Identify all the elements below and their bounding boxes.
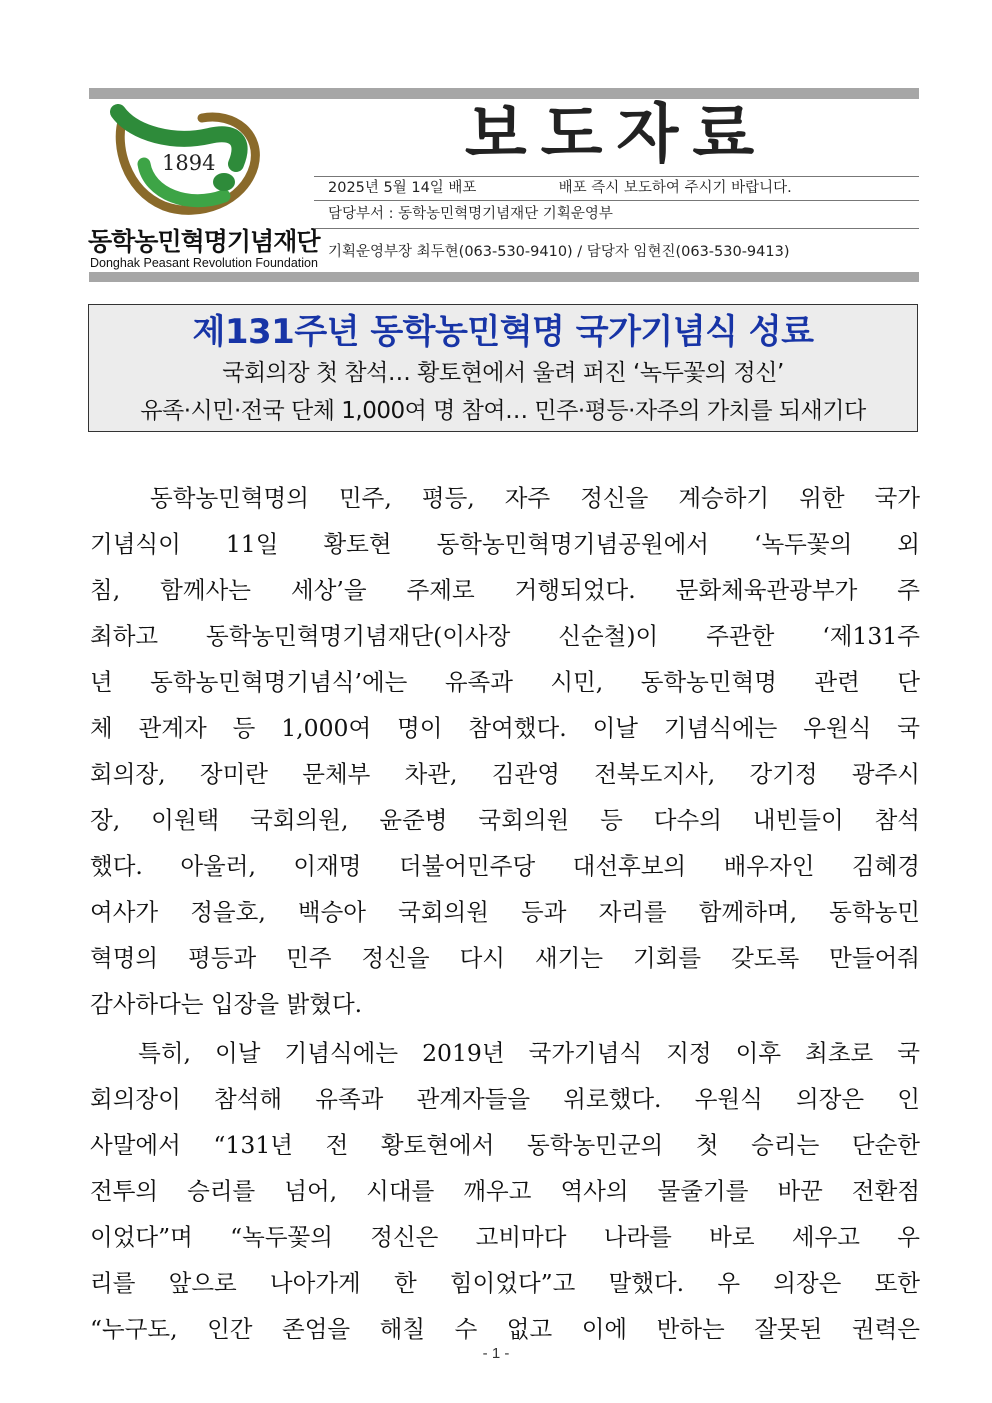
press-release-title: 보도자료 (464, 98, 769, 172)
headline-sub-2: 유족·시민·전국 단체 1,000여 명 참여… 민주·평등·자주의 가치를 되새기다 (140, 398, 866, 424)
body-line: 회의장, 장미란 문체부 차관, 김관영 전북도지사, 강기정 광주시 (90, 760, 920, 788)
body-line: 회의장이 참석해 유족과 관계자들을 위로했다. 우원식 의장은 인 (90, 1085, 920, 1113)
department: 담당부서 : 동학농민혁명기념재단 기획운영부 (328, 206, 613, 222)
org-name-english: Donghak Peasant Revolution Foundation (90, 256, 318, 270)
body-line: “누구도, 인간 존엄을 해칠 수 없고 이에 반하는 잘못된 권력은 (90, 1315, 920, 1343)
release-date: 2025년 5월 14일 배포 (328, 180, 477, 196)
body-line: 기념식이 11일 황토현 동학농민혁명기념공원에서 ‘녹두꽃의 외 (90, 530, 920, 558)
page-number: - 1 - (482, 1345, 510, 1362)
body-line: 년 동학농민혁명기념식’에는 유족과 시민, 동학농민혁명 관련 단 (90, 668, 920, 696)
logo-year: 1894 (162, 151, 216, 175)
headline-box (88, 304, 918, 432)
contact-row (314, 232, 919, 272)
body-line: 침, 함께사는 세상’을 주제로 거행되었다. 문화체육관광부가 주 (90, 576, 920, 604)
logo-emblem-icon (104, 104, 269, 219)
contacts: 기획운영부장 최두현(063-530-9410) / 담당자 임현진(063-530-9413) (328, 244, 790, 260)
body-line: 전투의 승리를 넘어, 시대를 깨우고 역사의 물줄기를 바꾼 전환점 (90, 1177, 920, 1205)
embargo-note: 배포 즉시 보도하여 주시기 바랍니다. (558, 180, 792, 196)
body-paragraph-1 (90, 475, 920, 1027)
headline-sub-1: 국회의장 첫 참석… 황토현에서 울려 퍼진 ‘녹두꽃의 정신’ (222, 360, 784, 386)
body-line: 이었다”며 “녹두꽃의 정신은 고비마다 나라를 바로 세우고 우 (90, 1223, 920, 1251)
body-line: 혁명의 평등과 민주 정신을 다시 새기는 기회를 갖도록 만들어줘 (90, 944, 920, 972)
body-line: 리를 앞으로 나아가게 한 힘이었다”고 말했다. 우 의장은 또한 (90, 1269, 920, 1297)
department-row (314, 201, 919, 229)
body-line: 여사가 정을호, 백승아 국회의원 등과 자리를 함께하며, 동학농민 (90, 898, 920, 926)
headline-main: 제131주년 동학농민혁명 국가기념식 성료 (192, 312, 814, 352)
body-line: 최하고 동학농민혁명기념재단(이사장 신순철)이 주관한 ‘제131주 (90, 622, 920, 650)
body-paragraph-2 (90, 1030, 920, 1352)
body-line: 사말에서 “131년 전 황토현에서 동학농민군의 첫 승리는 단순한 (90, 1131, 920, 1159)
body-line: 장, 이원택 국회의원, 윤준병 국회의원 등 다수의 내빈들이 참석 (90, 806, 920, 834)
body-line: 감사하다는 입장을 밝혔다. (90, 990, 363, 1018)
foundation-logo (88, 104, 318, 274)
org-name-korean: 동학농민혁명기념재단 (88, 227, 320, 256)
header-bottom-bar (89, 272, 919, 282)
body-line: 특히, 이날 기념식에는 2019년 국가기념식 지정 이후 최초로 국 (90, 1039, 920, 1067)
body-line: 동학농민혁명의 민주, 평등, 자주 정신을 계승하기 위한 국가 (90, 484, 920, 512)
release-date-row (314, 176, 919, 201)
body-line: 체 관계자 등 1,000여 명이 참여했다. 이날 기념식에는 우원식 국 (90, 714, 920, 742)
body-line: 했다. 아울러, 이재명 더불어민주당 대선후보의 배우자인 김혜경 (90, 852, 920, 880)
